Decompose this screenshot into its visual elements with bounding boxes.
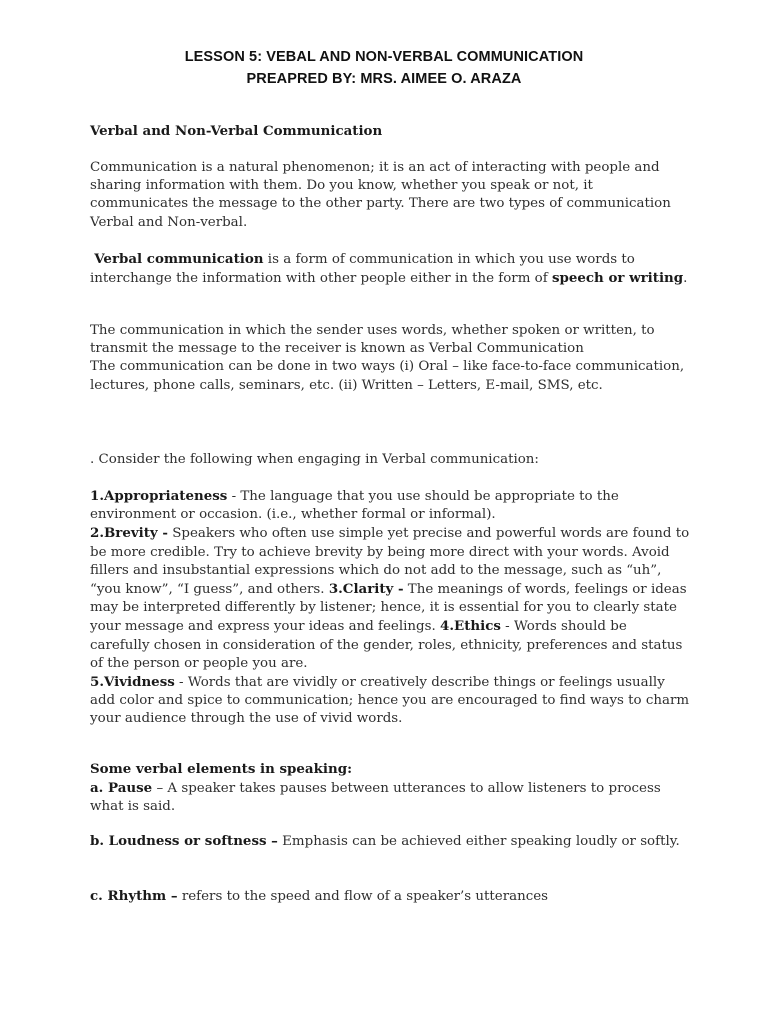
element-pause (90, 779, 690, 816)
author-line: PREAPRED BY: MRS. AIMEE O. ARAZA (246, 71, 522, 87)
p3-text: The meanings of words, feelings or ideas may be interpreted differently by listener; hence, it is essential for you to clearly state your message and express your ideas and feelings. (90, 582, 687, 635)
elements-title-text: Some verbal elements in speaking: (90, 761, 353, 777)
loudness-text: Emphasis can be achieved either speaking loudly or softly. (277, 834, 680, 849)
intro-paragraph (90, 159, 690, 232)
verbal-para1: The communication in which the sender uses words, whether spoken or written, to transmit the message to the receiver is known as Verbal Communication (90, 323, 655, 357)
verbal-def-bold: speech or writing (551, 270, 684, 287)
lesson-title: LESSON 5: VEBAL AND NON-VERBAL COMMUNICATION (184, 49, 584, 65)
verbal-para2: The communication can be done in two ways (i) Oral – like face-to-face communication, lectures, phone calls, seminars, etc. (ii) Written – Letters, E-mail, SMS, etc. (90, 359, 685, 393)
loudness-label: b. Loudness or softness – (90, 833, 278, 849)
consider-text: . Consider the following when engaging in Verbal communication: (90, 452, 539, 467)
p5-label: 5.Vividness (90, 674, 175, 691)
p4-label: 4.Ethics (440, 618, 501, 635)
rhythm-paragraph (90, 887, 690, 906)
p3-label: 3.Clarity - (328, 581, 404, 598)
elements-title (90, 760, 690, 779)
principles-list (90, 487, 690, 729)
verbal-def-text1: is a form of communication in which you use words to interchange the information with other people either in the form of (90, 252, 635, 287)
principle-vividness (90, 673, 690, 729)
p1-label: 1.Appropriateness (90, 488, 228, 504)
element-rhythm (90, 887, 690, 906)
consider-line (90, 451, 690, 469)
p5-text: - Words that are vividly or creatively describe things or feelings usually add color and spice to communication; hence you are encouraged to find ways to charm your audience through the use of vivid words. (90, 675, 690, 727)
verbal-def-text2: . (683, 271, 688, 287)
section-title (90, 122, 690, 141)
verbal-definition-paragraph (90, 250, 690, 288)
p2-label: 2.Brevity - (90, 525, 168, 542)
p4-text: - Words should be carefully chosen in consideration of the gender, roles, ethnicity, preferences and status of the person or people you are. (90, 619, 683, 671)
rhythm-label: c. Rhythm – (90, 888, 178, 904)
verbal-elements (90, 760, 690, 817)
principle-brevity-clarity-ethics (90, 524, 690, 673)
verbal-explanation (90, 322, 690, 395)
pause-text: – A speaker takes pauses between utterances to allow listeners to process what is said. (90, 781, 661, 815)
principle-appropriateness (90, 487, 690, 524)
p1-text: - The language that you use should be appropriate to the environment or occasion. (i.e., whether formal or informal). (90, 489, 619, 523)
verbal-term: Verbal communication (94, 251, 264, 267)
rhythm-text: refers to the speed and flow of a speaker’s utterances (177, 889, 549, 904)
element-loudness (90, 832, 690, 851)
verbal-definition-text (90, 250, 690, 288)
loudness-paragraph (90, 832, 690, 851)
p2-text: Speakers who often use simple yet precise and powerful words are found to be more credible. Try to achieve brevity by being more direct with your words. Avoid fillers and insubstantial expressions which do not add to the message, such as “uh”, “you know”, “I guess”, and others. (90, 526, 690, 598)
pause-label: a. Pause (90, 780, 153, 797)
section-title-text: Verbal and Non-Verbal Communication (90, 123, 383, 139)
intro-text: Communication is a natural phenomenon; it is an act of interacting with people and sharing information with them. Do you know, whether you speak or not, it communicates the message to the other party. There are two types of communication Verbal and Non-verbal. (90, 160, 671, 230)
